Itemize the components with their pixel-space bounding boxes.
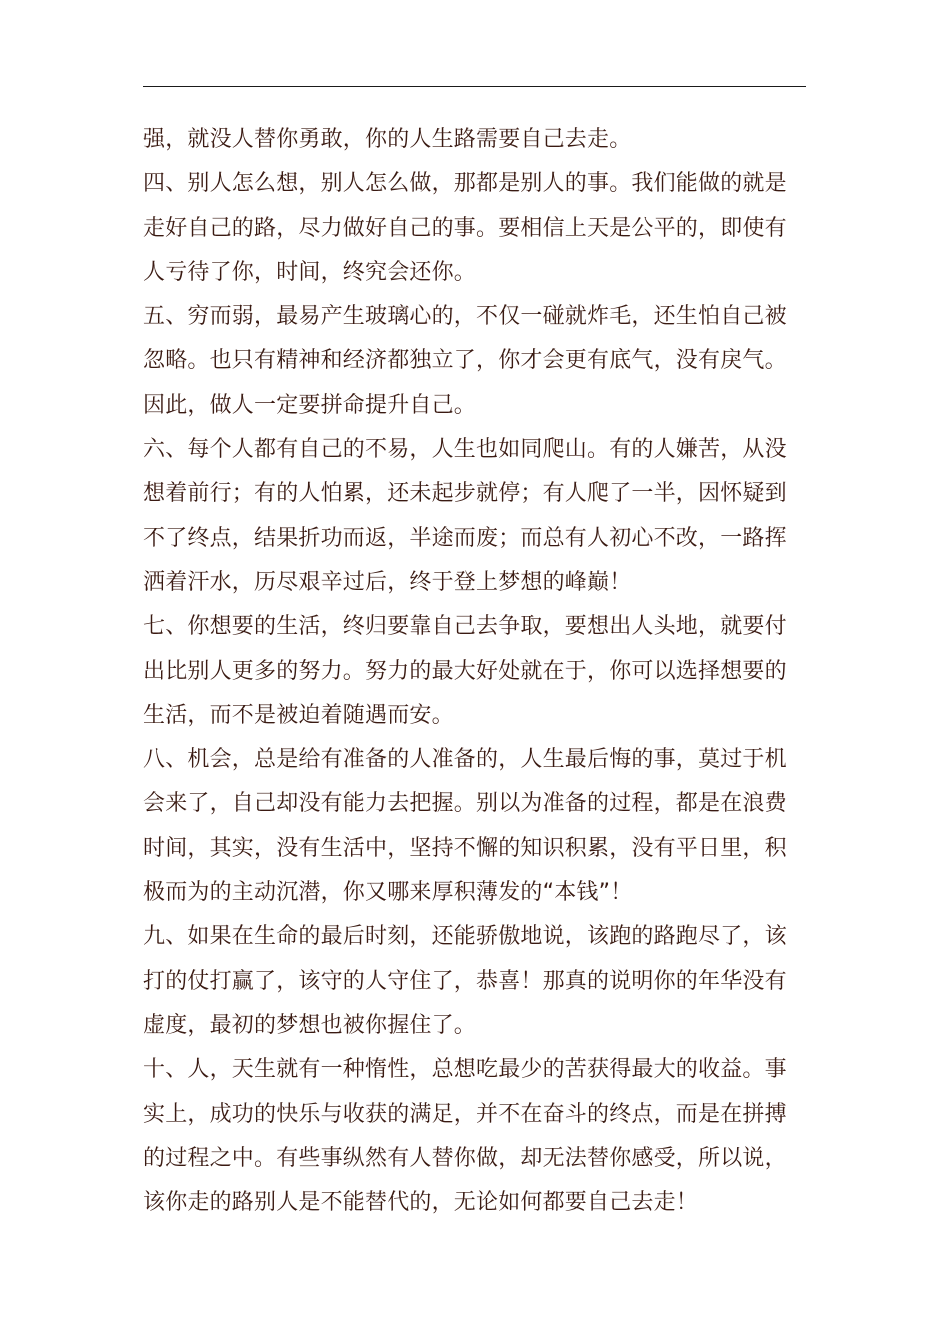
text-line: 人亏待了你，时间，终究会还你。 — [143, 259, 477, 285]
text-line: 生活，而不是被迫着随遇而安。 — [143, 702, 454, 728]
text-line: 因此，做人一定要拼命提升自己。 — [143, 392, 477, 418]
text-line: 实上，成功的快乐与收获的满足，并不在奋斗的终点，而是在拼搏 — [143, 1101, 787, 1127]
text-line: 七、你想要的生活，终归要靠自己去争取，要想出人头地，就要付 — [143, 614, 787, 640]
text-line: 五、穷而弱，最易产生玻璃心的，不仅一碰就炸毛，还生怕自己被 — [143, 304, 787, 330]
text-line: 十、人，天生就有一种惰性，总想吃最少的苦获得最大的收益。事 — [143, 1057, 787, 1083]
text-line: 走好自己的路，尽力做好自己的事。要相信上天是公平的，即使有 — [143, 215, 787, 241]
text-line: 强，就没人替你勇敢，你的人生路需要自己去走。 — [143, 127, 632, 152]
header-rule — [143, 86, 806, 87]
text-line: 忽略。也只有精神和经济都独立了，你才会更有底气，没有戾气。 — [143, 348, 787, 374]
document-body — [143, 118, 807, 1225]
text-line: 六、每个人都有自己的不易，人生也如同爬山。有的人嫌苦，从没 — [143, 437, 787, 463]
text-line: 九、如果在生命的最后时刻，还能骄傲地说，该跑的路跑尽了，该 — [143, 924, 787, 950]
text-line: 虚度，最初的梦想也被你握住了。 — [143, 1012, 477, 1038]
text-line: 出比别人更多的努力。努力的最大好处就在于，你可以选择想要的 — [143, 658, 787, 684]
text-line: 极而为的主动沉潜，你又哪来厚积薄发的“本钱”！ — [143, 880, 633, 906]
text-line: 打的仗打赢了，该守的人守住了，恭喜！那真的说明你的年华没有 — [143, 968, 787, 994]
text-line: 会来了，自己却没有能力去把握。别以为准备的过程，都是在浪费 — [143, 791, 787, 817]
text-line: 四、别人怎么想，别人怎么做，那都是别人的事。我们能做的就是 — [143, 171, 787, 197]
text-line: 的过程之中。有些事纵然有人替你做，却无法替你感受，所以说， — [143, 1145, 787, 1171]
text-line: 时间，其实，没有生活中，坚持不懈的知识积累，没有平日里，积 — [143, 835, 787, 861]
text-line: 不了终点，结果折功而返，半途而废；而总有人初心不改，一路挥 — [143, 525, 787, 551]
text-line: 想着前行；有的人怕累，还未起步就停；有人爬了一半，因怀疑到 — [143, 481, 787, 507]
text-line: 洒着汗水，历尽艰辛过后，终于登上梦想的峰巅！ — [143, 569, 632, 595]
text-line: 该你走的路别人是不能替代的，无论如何都要自己去走！ — [143, 1190, 699, 1216]
text-line: 八、机会，总是给有准备的人准备的，人生最后悔的事，莫过于机 — [143, 747, 787, 773]
